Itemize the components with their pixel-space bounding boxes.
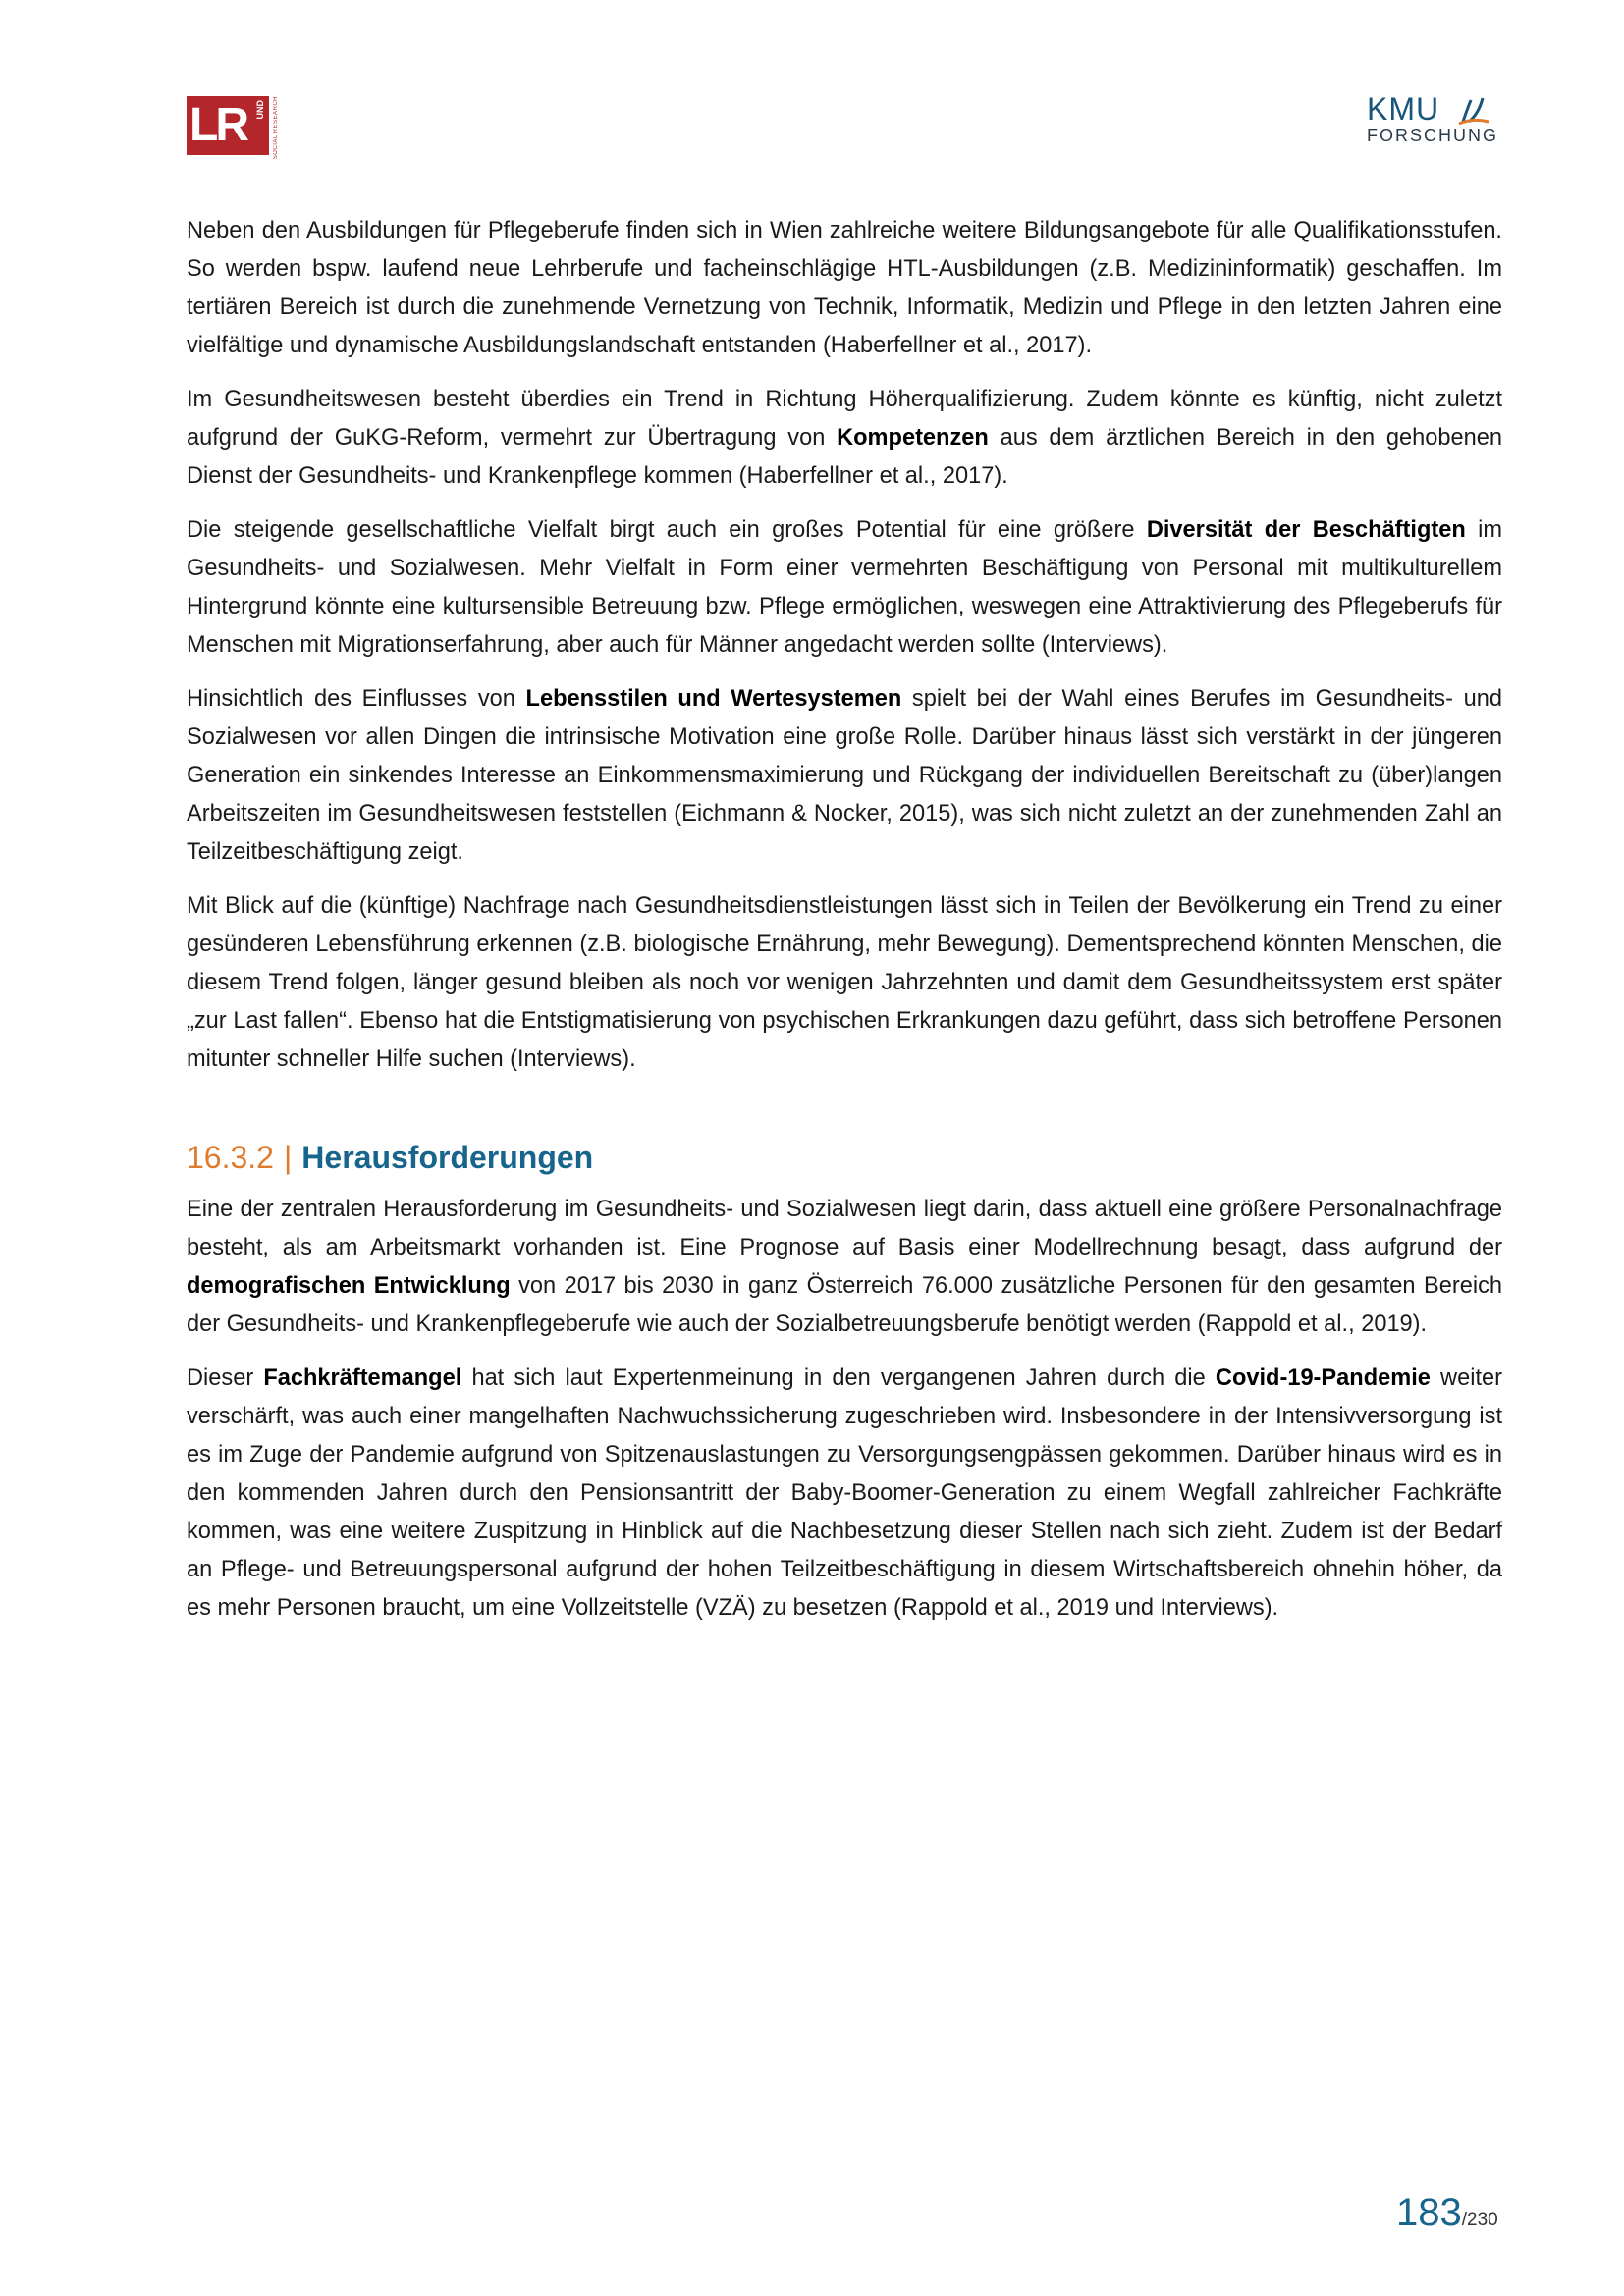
lr-social-research-logo bbox=[187, 96, 279, 160]
paragraphs-after bbox=[187, 1191, 1502, 1628]
paragraph-text: aus dem ärztlichen Bereich in den gehobenen Dienst der Gesundheits- und Krankenpflege kommen (Haberfellner et al., 2017). bbox=[187, 425, 1503, 489]
body-paragraph bbox=[187, 1360, 1502, 1628]
paragraphs-before bbox=[187, 212, 1502, 1079]
emphasized-term: Covid-19-Pandemie bbox=[1215, 1365, 1431, 1391]
paragraph-text: Neben den Ausbildungen für Pflegeberufe finden sich in Wien zahlreiche weitere Bildungsangebote für alle Qualifikationsstufen. So werden bspw. laufend neue Lehrberufe und facheinschlägige HTL-Ausbildungen (z.B. Medizininformatik) geschaffen. Im tertiären Bereich ist durch die zunehmende Vernetzung von Technik, Informatik, Medizin und Pflege in den letzten Jahren eine vielfältige und dynamische Ausbildungslandschaft entstanden (Haberfellner et al., 2017). bbox=[187, 218, 1502, 358]
body-paragraph bbox=[187, 212, 1502, 365]
body-paragraph bbox=[187, 381, 1502, 496]
paragraph-text: Hinsichtlich des Einflusses von bbox=[187, 686, 526, 712]
logo-kmu-text: KMU bbox=[1367, 91, 1440, 127]
emphasized-term: Diversität der Beschäftigten bbox=[1146, 517, 1466, 543]
paragraph-text: Eine der zentralen Herausforderung im Gesundheits- und Sozialwesen liegt darin, dass aktuell eine größere Personalnachfrage besteht, als am Arbeitsmarkt vorhanden ist. Eine Prognose auf Basis einer Modellrechnung besagt, dass aufgrund der bbox=[187, 1197, 1502, 1260]
kmu-forschung-logo bbox=[1367, 92, 1498, 145]
logo-forschung-text: FORSCHUNG bbox=[1367, 126, 1498, 145]
paragraph-text: spielt bei der Wahl eines Berufes im Gesundheits- und Sozialwesen vor allen Dingen die intrinsische Motivation eine große Rolle. Darüber hinaus lässt sich verstärkt in der jüngeren Generation ein sinkendes Interesse an Einkommensmaximierung und Rückgang der individuellen Bereitschaft zu (über)langen Arbeitszeiten im Gesundheitswesen feststellen (Eichmann & Nocker, 2015), was sich nicht zuletzt an der zunehmenden Zahl an Teilzeitbeschäftigung zeigt. bbox=[187, 686, 1502, 865]
section-separator: | bbox=[283, 1140, 293, 1175]
body-paragraph bbox=[187, 511, 1502, 665]
paragraph-text: Dieser bbox=[187, 1365, 264, 1391]
logo-und-text: UND bbox=[255, 100, 265, 120]
body-paragraph bbox=[187, 680, 1502, 872]
emphasized-term: demografischen Entwicklung bbox=[187, 1273, 511, 1299]
paragraph-text: Im Gesundheitswesen besteht überdies ein Trend in Richtung Höherqualifizierung. Zudem könnte es künftig, nicht zuletzt aufgrund der GuKG-Reform, vermehrt zur Übertragung von bbox=[187, 387, 1502, 451]
paragraph-text: weiter verschärft, was auch einer mangelhaften Nachwuchssicherung zugeschrieben wird. Insbesondere in der Intensivversorgung ist es im Zuge der Pandemie aufgrund von Spitzenauslastungen zu Versorgungsengpässen gekommen. Darüber hinaus wird es in den kommenden Jahren durch den Pensionsantritt der Baby-Boomer-Generation zu einem Wegfall zahlreicher Fachkräfte kommen, was eine weitere Zuspitzung in Hinblick auf die Nachbesetzung dieser Stellen nach sich zieht. Zudem ist der Bedarf an Pflege- und Betreuungspersonal aufgrund der hohen Teilzeitbeschäftigung in diesem Wirtschaftsbereich ohnehin höher, da es mehr Personen braucht, um eine Vollzeitstelle (VZÄ) zu besetzen (Rappold et al., 2019 und Interviews). bbox=[187, 1365, 1502, 1621]
section-number: 16.3.2 bbox=[187, 1140, 274, 1175]
emphasized-term: Lebensstilen und Wertesystemen bbox=[525, 686, 902, 712]
current-page: 183 bbox=[1396, 2191, 1462, 2234]
paragraph-text: Mit Blick auf die (künftige) Nachfrage nach Gesundheitsdienstleistungen lässt sich in Teilen der Bevölkerung ein Trend zu einer gesünderen Lebensführung erkennen (z.B. biologische Ernährung, mehr Bewegung). Dementsprechend könnten Menschen, die diesem Trend folgen, länger gesund bleiben als noch vor wenigen Jahrzehnten und damit dem Gesundheitssystem erst später „zur Last fallen“. Ebenso hat die Entstigmatisierung von psychischen Erkrankungen dazu geführt, dass sich betroffene Personen mitunter schneller Hilfe suchen (Interviews). bbox=[187, 893, 1502, 1072]
logo-lr-text: LR bbox=[189, 99, 246, 151]
page-number bbox=[1396, 2191, 1498, 2235]
paragraph-text: hat sich laut Expertenmeinung in den vergangenen Jahren durch die bbox=[461, 1365, 1216, 1391]
body-paragraph bbox=[187, 887, 1502, 1079]
emphasized-term: Fachkräftemangel bbox=[263, 1365, 462, 1391]
logo-side-text: SOCIAL RESEARCH bbox=[273, 96, 279, 160]
paragraph-text: Die steigende gesellschaftliche Vielfalt birgt auch ein großes Potential für eine größere bbox=[187, 517, 1147, 543]
logo-swoosh-icon bbox=[1457, 94, 1492, 128]
paragraph-text: im Gesundheits- und Sozialwesen. Mehr Vielfalt in Form einer vermehrten Beschäftigung von Personal mit multikulturellem Hintergrund könnte eine kultursensible Betreuung bzw. Pflege ermöglichen, weswegen eine Attraktivierung des Pflegeberufs für Menschen mit Migrationserfahrung, aber auch für Männer angedacht werden sollte (Interviews). bbox=[187, 517, 1502, 658]
section-heading bbox=[187, 1136, 1502, 1179]
paragraph-text: von 2017 bis 2030 in ganz Österreich 76.000 zusätzliche Personen für den gesamten Bereich der Gesundheits- und Krankenpflegeberufe wie auch der Sozialbetreuungsberufe benötigt werden (Rappold et al., 2019). bbox=[187, 1273, 1502, 1337]
total-pages: /230 bbox=[1461, 2210, 1498, 2230]
section-title: Herausforderungen bbox=[301, 1140, 594, 1175]
body-paragraph bbox=[187, 1191, 1502, 1344]
page-body bbox=[187, 212, 1502, 1643]
emphasized-term: Kompetenzen bbox=[837, 425, 989, 451]
